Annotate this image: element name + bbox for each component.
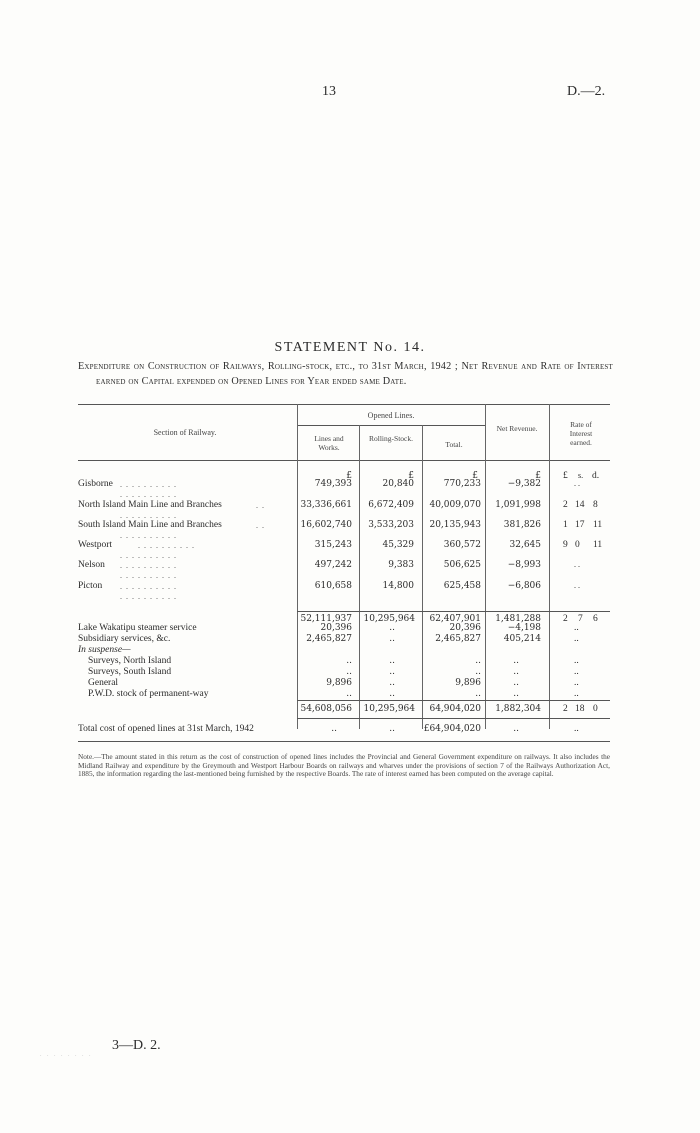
header-bottom-rule xyxy=(78,460,610,461)
row-rate-shillings: 0 xyxy=(575,540,580,550)
ditto-dots: . . . . . . . . . . xyxy=(120,490,177,499)
row-lines-works: 16,602,740 xyxy=(300,520,352,530)
row-rate-pounds: 9 xyxy=(563,540,568,550)
row-rate-shillings: 14 xyxy=(575,500,585,510)
leader-dots: . . . . . . . . . . xyxy=(120,480,177,489)
document-reference: D.—2. xyxy=(567,84,606,99)
suspense-row-rolling-stock: .. xyxy=(389,678,395,688)
suspense-row-rolling-stock: .. xyxy=(389,689,395,699)
total-cost-rate: .. xyxy=(574,724,579,734)
other-row-rolling-stock: .. xyxy=(389,634,395,644)
suspense-row-rate: .. xyxy=(574,678,579,688)
row-rolling-stock: 9,383 xyxy=(388,560,414,570)
row-rolling-stock: 6,672,409 xyxy=(368,500,414,510)
row-lines-works: 610,658 xyxy=(314,581,352,591)
header-net-revenue: Net Revenue. xyxy=(496,424,538,433)
subtotal-rolling-stock: 10,295,964 xyxy=(363,614,415,624)
page-number: 13 xyxy=(322,84,336,99)
row-total: 506,625 xyxy=(443,560,481,570)
row-net-revenue: 32,645 xyxy=(509,540,541,550)
row-name: Gisborne xyxy=(78,479,113,489)
suspense-row-net-revenue: .. xyxy=(513,667,519,677)
other-row-lines-works: 20,396 xyxy=(320,623,352,633)
subtotal-rate-pounds: 2 xyxy=(563,614,568,624)
row-total: 20,135,943 xyxy=(429,520,481,530)
suspense-row-lines-works: .. xyxy=(346,667,352,677)
subtotal-net-revenue: 1,481,288 xyxy=(495,614,541,624)
footer-reference: 3—D. 2. xyxy=(112,1038,161,1053)
leader-dots: . . . . . . . . . . xyxy=(120,561,177,570)
suspense-row-net-revenue: .. xyxy=(513,678,519,688)
opened-lines-rule xyxy=(297,425,485,426)
suspense-row-name: Surveys, North Island xyxy=(88,656,172,666)
grandtotal-rule-top xyxy=(297,700,610,701)
unit-rate-pence: d. xyxy=(592,471,600,481)
leader-dots: . . xyxy=(256,521,265,530)
suspense-row-lines-works: 9,896 xyxy=(326,678,352,688)
row-rolling-stock: 3,533,203 xyxy=(368,520,414,530)
grandtotal-rule-bottom xyxy=(297,718,610,719)
row-rate-shillings: 17 xyxy=(575,520,585,530)
header-total: Total. xyxy=(445,440,463,449)
row-total: 40,009,070 xyxy=(429,500,481,510)
other-row-rate: .. xyxy=(574,634,579,644)
ditto-dots: . . . . . . . . . . xyxy=(120,571,177,580)
suspense-row-total: .. xyxy=(475,667,481,677)
row-rolling-stock: 14,800 xyxy=(382,581,414,591)
subtotal-rule xyxy=(297,611,610,612)
suspense-row-total: .. xyxy=(475,689,481,699)
row-name: South Island Main Line and Branches xyxy=(78,520,222,530)
row-name: Nelson xyxy=(78,560,105,570)
grandtotal-lines-works: 54,608,056 xyxy=(300,704,352,714)
suspense-row-name: Surveys, South Island xyxy=(88,667,172,677)
other-row-total: 2,465,827 xyxy=(435,634,481,644)
subtotal-total: 62,407,901 xyxy=(429,614,481,624)
row-net-revenue: −8,993 xyxy=(507,560,541,570)
margin-mark: . . . . . . . . xyxy=(40,1052,93,1058)
row-total: 625,458 xyxy=(443,581,481,591)
unit-net-revenue: £ xyxy=(535,471,541,481)
row-rate-empty: . . xyxy=(574,560,580,569)
subtitle-text: Expenditure on Construction of Railways, Rolling-stock, etc., to 31st March, 1942 ; Net Revenue and Rate of Interest earned on Capital expended on Opened Lines for Year ended same Date. xyxy=(78,361,613,387)
statement-title: STATEMENT No. 14. xyxy=(274,340,426,355)
row-name: Westport xyxy=(78,540,113,550)
ditto-dots: . . . . . . . . . . xyxy=(120,592,177,601)
suspense-label: In suspense— xyxy=(78,645,131,655)
suspense-row-rate: .. xyxy=(574,689,579,699)
other-row-net-revenue: −4,198 xyxy=(507,623,541,633)
other-row-net-revenue: 405,214 xyxy=(503,634,541,644)
grandtotal-rate-pounds: 2 xyxy=(563,704,568,714)
other-row-rolling-stock: .. xyxy=(389,623,395,633)
statement-subtitle xyxy=(78,360,613,389)
row-lines-works: 749,393 xyxy=(314,479,352,489)
table-note: Note.—The amount stated in this return as the cost of construction of opened lines includes the Provincial and General Government expenditure on railways. It also includes the Midland Railway and expenditure by the Greymouth and Westport Harbour Boards on railways and wharves under the provisions of section 7 of the Railways Authorization Act, 1885, the information regarding the last-mentioned being furnished by the respective Boards. The rate of interest earned has been computed on the average capital. xyxy=(78,752,610,779)
col-divider-5 xyxy=(549,404,550,729)
row-net-revenue: 381,826 xyxy=(503,520,541,530)
subtotal-rate-shillings: 7 xyxy=(578,614,583,624)
unit-total: £ xyxy=(472,471,478,481)
unit-rolling-stock: £ xyxy=(408,471,414,481)
total-cost-label: Total cost of opened lines at 31st March, 1942 xyxy=(78,724,254,734)
row-net-revenue: −6,806 xyxy=(507,581,541,591)
row-rate-pounds: 1 xyxy=(563,520,568,530)
total-cost-lines-works: .. xyxy=(331,724,337,734)
ditto-dots: . . . . . . . . . . xyxy=(120,511,177,520)
row-name: North Island Main Line and Branches xyxy=(78,500,222,510)
other-row-name: Lake Wakatipu steamer service xyxy=(78,623,197,633)
row-rate-pence: 11 xyxy=(593,540,603,550)
subtotal-rate-pence: 6 xyxy=(593,614,598,624)
grandtotal-net-revenue: 1,882,304 xyxy=(495,704,541,714)
row-rate-pence: 8 xyxy=(593,500,598,510)
suspense-row-name: P.W.D. stock of permanent-way xyxy=(88,689,209,699)
row-lines-works: 315,243 xyxy=(314,540,352,550)
table-top-rule xyxy=(78,404,610,405)
total-cost-net-revenue: .. xyxy=(513,724,519,734)
row-rate-pence: 11 xyxy=(593,520,603,530)
suspense-row-rate: .. xyxy=(574,656,579,666)
row-net-revenue: −9,382 xyxy=(507,479,541,489)
other-row-lines-works: 2,465,827 xyxy=(306,634,352,644)
other-row-rate: .. xyxy=(574,623,579,633)
suspense-row-rate: .. xyxy=(574,667,579,677)
suspense-row-lines-works: .. xyxy=(346,689,352,699)
total-cost-rolling-stock: .. xyxy=(389,724,395,734)
leader-dots: . . . . . . . . . . xyxy=(120,582,177,591)
row-rate-empty: . . xyxy=(574,581,580,590)
suspense-row-total: 9,896 xyxy=(455,678,481,688)
grandtotal-total: 64,904,020 xyxy=(429,704,481,714)
suspense-row-rolling-stock: .. xyxy=(389,667,395,677)
subtotal-lines-works: 52,111,937 xyxy=(300,614,352,624)
total-cost-total: £64,904,020 xyxy=(423,724,481,734)
table-bottom-rule xyxy=(78,741,610,742)
ditto-dots: . . . . . . . . . . xyxy=(120,551,177,560)
row-rolling-stock: 20,840 xyxy=(382,479,414,489)
row-lines-works: 497,242 xyxy=(314,560,352,570)
suspense-row-lines-works: .. xyxy=(346,656,352,666)
header-opened-lines: Opened Lines. xyxy=(367,411,415,420)
row-name: Picton xyxy=(78,581,103,591)
header-rate: Rate of Interest earned. xyxy=(569,420,593,447)
other-row-total: 20,396 xyxy=(449,623,481,633)
leader-dots: . . . . . . . . . . xyxy=(138,541,195,550)
suspense-row-name: General xyxy=(88,678,119,688)
suspense-row-net-revenue: .. xyxy=(513,656,519,666)
leader-dots: . . xyxy=(256,501,265,510)
suspense-row-rolling-stock: .. xyxy=(389,656,395,666)
header-section: Section of Railway. xyxy=(153,428,217,437)
grandtotal-rolling-stock: 10,295,964 xyxy=(363,704,415,714)
suspense-row-net-revenue: .. xyxy=(513,689,519,699)
row-rate-empty: . . xyxy=(574,479,580,488)
other-row-name: Subsidiary services, &c. xyxy=(78,634,171,644)
header-lines-works: Lines and Works. xyxy=(314,434,344,452)
row-lines-works: 33,336,661 xyxy=(300,500,352,510)
row-total: 770,233 xyxy=(443,479,481,489)
grandtotal-rate-pence: 0 xyxy=(593,704,598,714)
row-rate-pounds: 2 xyxy=(563,500,568,510)
suspense-row-total: .. xyxy=(475,656,481,666)
row-rolling-stock: 45,329 xyxy=(382,540,414,550)
unit-rate-pounds: £ xyxy=(563,471,568,481)
ditto-dots: . . . . . . . . . . xyxy=(120,531,177,540)
row-net-revenue: 1,091,998 xyxy=(495,500,541,510)
header-rolling-stock: Rolling-Stock. xyxy=(369,434,413,443)
grandtotal-rate-shillings: 18 xyxy=(575,704,585,714)
row-total: 360,572 xyxy=(443,540,481,550)
unit-lines-works: £ xyxy=(346,471,352,481)
unit-rate-shillings: s. xyxy=(578,471,584,480)
